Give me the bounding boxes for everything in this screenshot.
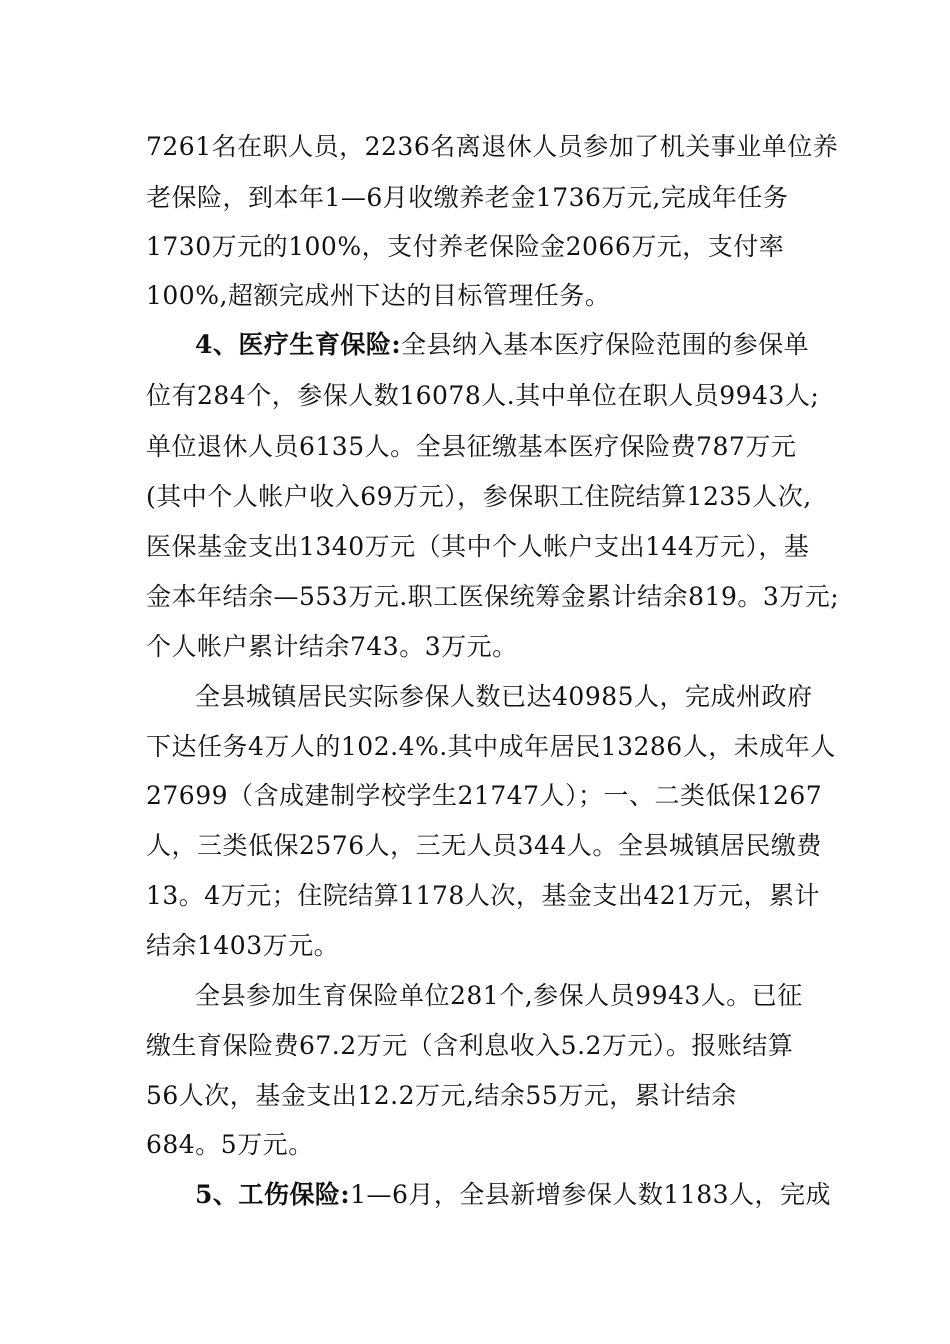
paragraph-line [195,979,826,1013]
paragraph-line [146,1128,826,1162]
line-text: 全县纳入基本医疗保险范围的参保单 [401,330,810,359]
paragraph-line [146,630,826,664]
line-text: 全县城镇居民实际参保人数已达40985人，完成州政府 [195,682,813,711]
line-text: 1—6月，全县新增参保人数1183人，完成 [350,1180,832,1209]
line-text: 100%,超额完成州下达的目标管理任务。 [146,281,611,310]
paragraph-line [146,130,839,164]
paragraph-line [146,530,826,564]
paragraph-line [146,480,826,514]
paragraph-line [146,580,840,614]
line-text: 人，三类低保2576人，三无人员344人。全县城镇居民缴费 [146,831,822,860]
paragraph-line [146,879,826,913]
paragraph-line [146,279,826,313]
line-text: 位有284个，参保人数16078人.其中单位在职人员9943人; [146,381,820,410]
section-heading: 4、医疗生育保险: [195,330,402,359]
line-text: 个人帐户累计结余743。3万元。 [146,632,518,661]
line-text: 缴生育保险费67.2万元（含利息收入5.2万元）。报账结算 [146,1031,794,1060]
paragraph-line [146,430,826,464]
line-text: 13。4万元；住院结算1178人次，基金支出421万元，累计 [146,881,821,910]
line-text: 结余1403万元。 [146,931,340,960]
section-heading-line [195,1178,832,1212]
paragraph-line [146,379,826,413]
paragraph-line [195,680,826,714]
line-text: 全县参加生育保险单位281个,参保人员9943人。已征 [195,981,803,1010]
line-text: 医保基金支出1340万元（其中个人帐户支出144万元），基 [146,532,810,561]
paragraph-line [146,779,826,813]
paragraph-line [146,929,826,963]
paragraph-line [146,1029,826,1063]
line-text: 684。5万元。 [146,1130,314,1159]
line-text: 金本年结余—553万元.职工医保统筹金累计结余819。3万元; [146,582,840,611]
section-heading-line [195,328,826,362]
line-text: 单位退休人员6135人。全县征缴基本医疗保险费787万元 [146,432,797,461]
paragraph-line [146,181,826,215]
paragraph-line [146,230,826,264]
section-heading: 5、工伤保险: [195,1180,351,1209]
line-text: 老保险，到本年1—6月收缴养老金1736万元,完成年任务 [146,183,789,212]
paragraph-line [146,1079,826,1113]
line-text: 27699（含成建制学校学生21747人）；一、二类低保1267 [146,781,823,810]
line-text: 7261名在职人员，2236名离退休人员参加了机关事业单位养 [146,132,839,161]
line-text: 56人次，基金支出12.2万元,结余55万元，累计结余 [146,1081,737,1110]
line-text: 下达任务4万人的102.4%.其中成年居民13286人，未成年人 [146,732,836,761]
line-text: 1730万元的100%，支付养老保险金2066万元，支付率 [146,232,785,261]
line-text: (其中个人帐户收入69万元），参保职工住院结算1235人次, [146,482,812,511]
paragraph-line [146,730,836,764]
paragraph-line [146,829,826,863]
